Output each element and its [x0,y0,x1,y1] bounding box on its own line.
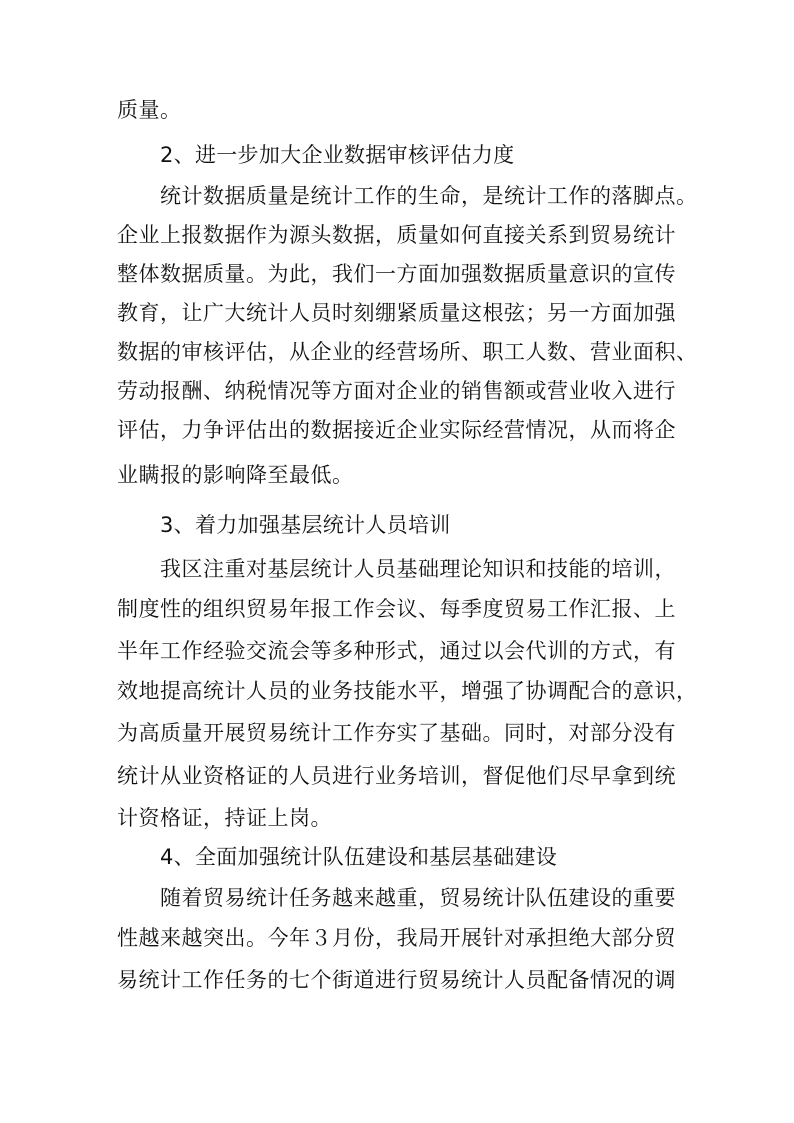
paragraph-line: 统计数据质量是统计工作的生命，是统计工作的落脚点。 [160,184,698,208]
text-line: 制度性的组织贸易年报工作会议、每季度贸易工作汇报、上 [117,597,676,621]
text-line: 效地提高统计人员的业务技能水平，增强了协调配合的意识， [117,679,698,703]
text-line: 业瞒报的影响降至最低。 [117,463,354,487]
text-line: 数据的审核评估，从企业的经营场所、职工人数、营业面积、 [117,340,698,364]
text-line: 评估，力争评估出的数据接近企业实际经营情况，从而将企 [117,418,676,442]
paragraph-line: 我区注重对基层统计人员基础理论知识和技能的培训， [160,557,676,581]
section-heading: 3、着力加强基层统计人员培训 [160,513,451,537]
text-line: 性越来越突出。今年３月份，我局开展针对承担绝大部分贸 [117,926,676,950]
text-line: 为高质量开展贸易统计工作夯实了基础。同时，对部分没有 [117,721,676,745]
text-line: 易统计工作任务的七个街道进行贸易统计人员配备情况的调 [117,968,676,992]
section-heading: 4、全面加强统计队伍建设和基层基础建设 [160,845,558,869]
text-line: 劳动报酬、纳税情况等方面对企业的销售额或营业收入进行 [117,379,676,403]
section-heading: 2、进一步加大企业数据审核评估力度 [160,143,515,167]
text-line: 计资格证，持证上岗。 [117,806,332,830]
text-line: 统计从业资格证的人员进行业务培训，督促他们尽早拿到统 [117,764,676,788]
text-line: 质量。 [117,98,182,122]
text-line: 企业上报数据作为源头数据，质量如何直接关系到贸易统计 [117,223,676,247]
text-line: 教育，让广大统计人员时刻绷紧质量这根弦；另一方面加强 [117,301,676,325]
paragraph-line: 随着贸易统计任务越来越重，贸易统计队伍建设的重要 [160,886,676,910]
text-line: 整体数据质量。为此，我们一方面加强数据质量意识的宣传 [117,262,676,286]
text-line: 半年工作经验交流会等多种形式，通过以会代训的方式，有 [117,639,676,663]
